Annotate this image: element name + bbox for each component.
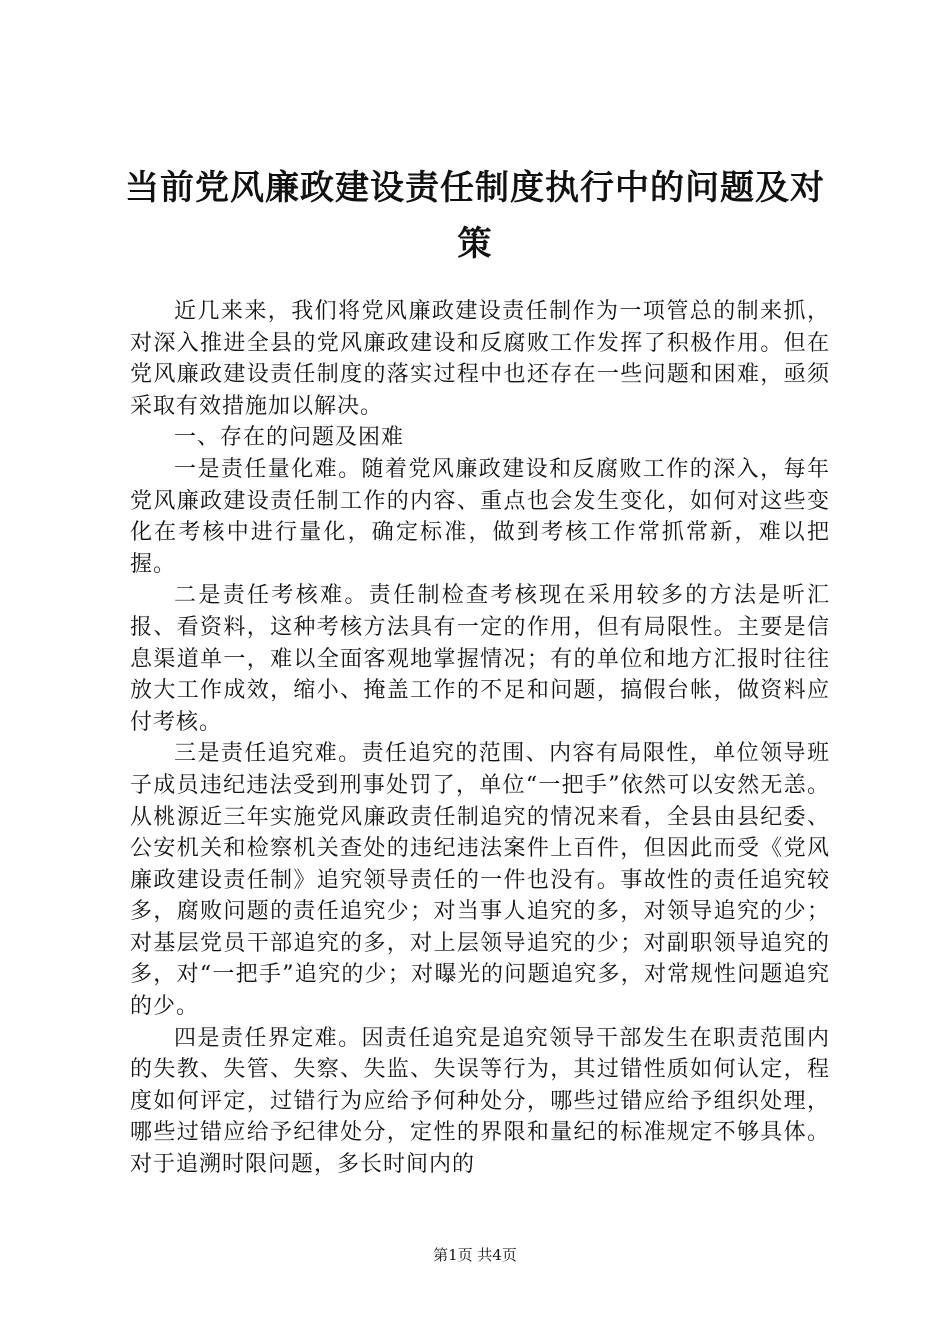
page-footer: 第1页 共4页 <box>433 1246 517 1264</box>
paragraph-intro: 近几来来，我们将党风廉政建设责任制作为一项管总的制来抓，对深入推进全县的党风廉政建设和反腐败工作发挥了积极作用。但在党风廉政建设责任制度的落实过程中也还存在一些问题和困难，亟须采取有效措施加以解决。 <box>130 299 830 419</box>
paragraph-item-3: 三是责任追究难。责任追究的范围、内容有局限性，单位领导班子成员违纪违法受到刑事处罚了，单位“一把手”依然可以安然无恙。从桃源近三年实施党风廉政责任制追究的情况来看，全县由县纪委、公安机关和检察机关查处的违纪违法案件上百件，但因此而受《党风廉政建设责任制》追究领导责任的一件也没有。事故性的责任追究较多，腐败问题的责任追究少；对当事人追究的多，对领导追究的少；对基层党员干部追究的多，对上层领导追究的少；对副职领导追究的多，对“一把手”追究的少；对曝光的问题追究多，对常规性问题追究的少。 <box>130 741 830 1020</box>
paragraph-item-2: 二是责任考核难。责任制检查考核现在采用较多的方法是听汇报、看资料，这种考核方法具有一定的作用，但有局限性。主要是信息渠道单一，难以全面客观地掌握情况；有的单位和地方汇报时往往放大工作成效，缩小、掩盖工作的不足和问题，搞假台帐，做资料应付考核。 <box>130 583 830 735</box>
paragraph-item-1: 一是责任量化难。随着党风廉政建设和反腐败工作的深入，每年党风廉政建设责任制工作的内容、重点也会发生变化，如何对这些变化在考核中进行量化，确定标准，做到考核工作常抓常新，难以把握。 <box>130 456 830 577</box>
section-heading: 一、存在的问题及困难 <box>174 425 405 451</box>
document-title: 当前党风廉政建设责任制度执行中的问题及对策 <box>125 168 825 264</box>
paragraph-item-4: 四是责任界定难。因责任追究是追究领导干部发生在职责范围内的失教、失管、失察、失监、失误等行为，其过错性质如何认定，程度如何评定，过错行为应给予何种处分，哪些过错应给予组织处理，哪些过错应给予纪律处分，定性的界限和量纪的标准规定不够具体。对于追溯时限问题，多长时间内的 <box>130 1025 830 1178</box>
document-body <box>130 296 830 1181</box>
